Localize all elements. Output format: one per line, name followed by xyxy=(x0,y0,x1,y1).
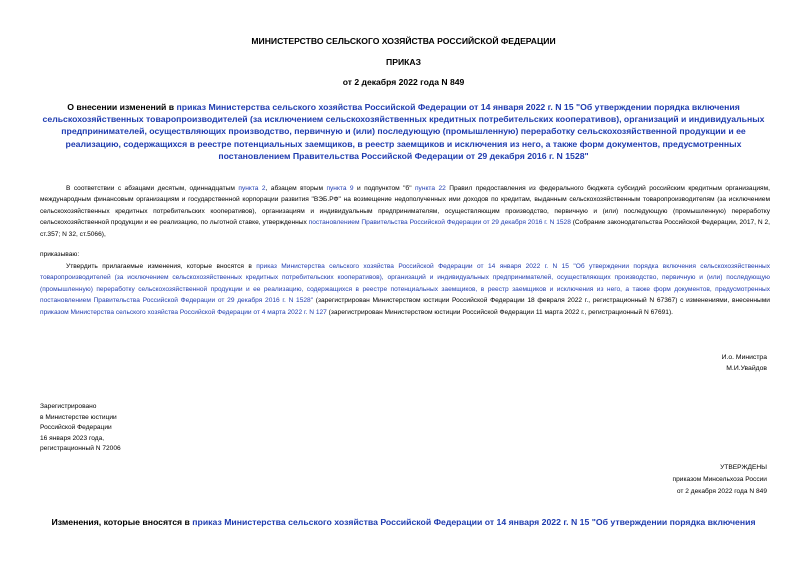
p3-text-3: (зарегистрирован Министерством юстиции Российской Федерации 11 марта 2022 г., регистрационный N 67691). xyxy=(326,308,673,316)
doc-date-number: от 2 декабря 2022 года N 849 xyxy=(342,77,465,87)
registration-line-4: 16 января 2023 года, xyxy=(40,434,105,442)
changes-title xyxy=(0,517,807,527)
p2-text: приказываю: xyxy=(40,251,80,258)
p1-text-1: В соответствии с абзацами десятым, одиннадцатым xyxy=(66,185,239,192)
title-prefix: О внесении изменений в xyxy=(67,102,177,112)
registration-line-5: регистрационный N 72006 xyxy=(40,445,121,453)
title-order-link[interactable]: приказ Министерства сельского хозяйства Российской Федерации от 14 января 2022 г. N 15 "Об утверждении порядка включения сельскохозяйственных товаропроизводителей (за исключением сельскохозяйственных кредитных потребительских кооперативов), организаций и индивидуальных предпринимателей, осуществляющих производство, первичную и (или) последующую (промышленную) переработку сельскохозяйственной продукции и ее реализацию, содержащихся в реестре потенциальных заемщиков, в реестр заемщиков и исключения из него, а также форм документов, предусмотренных постановлением Правительства Российской Федерации от 29 декабря 2016 г. N 1528" xyxy=(42,102,765,161)
p3-text-2: (зарегистрирован Министерством юстиции Российской Федерации 18 февраля 2022 г., регистрационный N 67367) с изменениями, внесенными xyxy=(313,297,770,305)
signature-name: М.И.Увайдов xyxy=(726,365,767,372)
p3-link-order-127[interactable]: приказом Министерства сельского хозяйства Российской Федерации от 4 марта 2022 г. N 127 xyxy=(40,308,327,316)
paragraph-basis xyxy=(40,183,770,240)
registration-line-2: в Министерстве юстиции xyxy=(40,413,117,421)
changes-title-order-link[interactable]: приказ Министерства сельского хозяйства Российской Федерации от 14 января 2022 г. N 15 "Об утверждении порядка включения xyxy=(192,517,756,527)
signature-block xyxy=(722,352,767,374)
approved-line-1: УТВЕРЖДЕНЫ xyxy=(720,464,767,471)
p1-text-2: , абзацем вторым xyxy=(265,185,327,192)
registration-line-1: Зарегистрировано xyxy=(40,403,97,410)
p1-link-resolution-1528[interactable]: постановлением Правительства Российской Федерации от 29 декабря 2016 г. N 1528 xyxy=(308,219,571,227)
approved-line-3: от 2 декабря 2022 года N 849 xyxy=(676,487,767,495)
p1-link-point-22[interactable]: пункта 22 xyxy=(414,185,446,192)
p1-text-3: и подпунктом "б" xyxy=(353,185,415,192)
ministry-heading: МИНИСТЕРСТВО СЕЛЬСКОГО ХОЗЯЙСТВА РОССИЙСКОЙ ФЕДЕРАЦИИ xyxy=(251,36,556,46)
p3-text-1: Утвердить прилагаемые изменения, которые вносятся в xyxy=(66,263,257,270)
approved-block xyxy=(673,462,767,497)
p3-link-order-15[interactable]: приказ Министерства сельского хозяйства Российской Федерации от 14 января 2022 г. N 15 "Об утверждении порядка включения сельскохозяйственных товаропроизводителей (за исключением сельскохозяйственных кредитных потребительских кооперативов), организаций и индивидуальных предпринимателей, осуществляющих производство, первичную и (или) последующую (промышленную) переработку сельскохозяйственной продукции и ее реализацию, содержащихся в реестре потенциальных заемщиков, в реестр заемщиков и исключения из него, а также форм документов, предусмотренных постановлением Правительства Российской Федерации от 29 декабря 2016 г. N 1528" xyxy=(40,263,770,305)
paragraph-approve xyxy=(40,261,770,318)
paragraph-order-word xyxy=(40,249,770,260)
p1-text-5: (Собрание законодательства Российской Федерации, 2017, N 2, ст.357; N 32, ст.5066), xyxy=(40,219,770,238)
changes-title-prefix: Изменения, которые вносятся в xyxy=(51,517,193,527)
approved-line-2: приказом Минсельхоза России xyxy=(672,475,767,483)
doc-type-heading: ПРИКАЗ xyxy=(386,57,421,67)
registration-block xyxy=(40,402,121,455)
p1-text-4: Правил предоставления из федерального бюджета субсидий российским кредитным организациям, международным финансовым организациям и государственной корпорации развития "ВЭБ.РФ" на возмещение недополученных ими доходов по кредитам, выданным сельскохозяйственным товаропроизводителям (за исключением сельскохозяйственных кредитных потребительских кооперативов), организациям и индивидуальным предпринимателям, осуществляющим производство, первичную и (или) последующую (промышленную) переработку сельскохозяйственной продукции и ее реализацию, по льготной ставке, утвержденных xyxy=(40,185,770,227)
p1-link-point-2[interactable]: пункта 2 xyxy=(238,185,266,192)
document-title xyxy=(40,101,767,162)
p1-link-point-9[interactable]: пункта 9 xyxy=(326,185,354,192)
signature-position: И.о. Министра xyxy=(721,354,767,361)
registration-line-3: Российской Федерации xyxy=(40,424,112,432)
